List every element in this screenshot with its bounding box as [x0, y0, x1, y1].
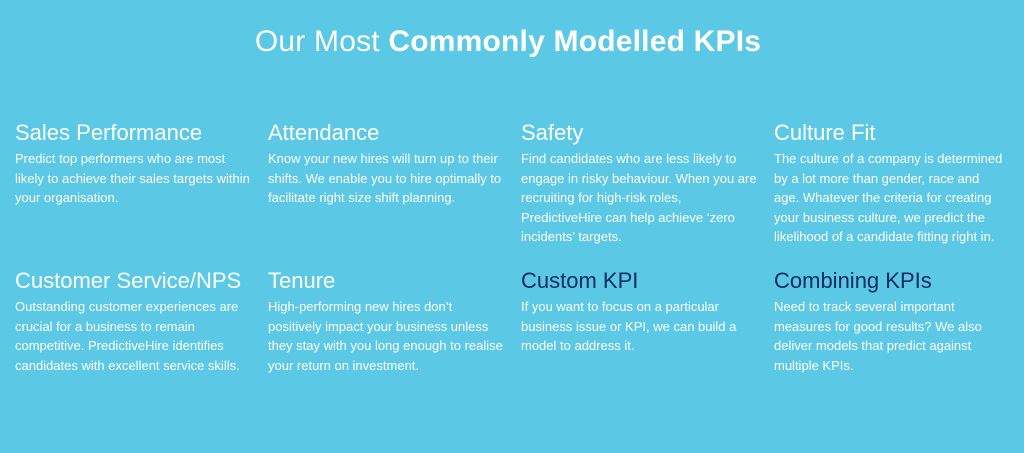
kpi-card-tenure [268, 268, 521, 438]
kpi-title: Attendance [268, 120, 380, 145]
kpi-card-culture-fit [774, 120, 1015, 268]
heading-light: Our Most [254, 25, 389, 58]
kpi-card-combining-kpis [774, 268, 1015, 438]
kpi-description: Outstanding customer experiences are crucial for a business to remain competitive. PredictiveHire identifies candidates with excellent service skills. [15, 299, 240, 373]
kpi-title: Tenure [268, 268, 336, 293]
kpi-description: Know your new hires will turn up to their shifts. We enable you to hire optimally to facilitate right size shift planning. [268, 151, 502, 205]
kpi-description: Find candidates who are less likely to engage in risky behaviour. When you are recruiting for high-risk roles, PredictiveHire can help achieve ‘zero incidents’ targets. [521, 151, 757, 244]
kpi-card-sales-performance [15, 120, 268, 268]
section-heading [0, 22, 1016, 62]
kpi-grid [15, 120, 1015, 438]
kpi-title: Culture Fit [774, 120, 876, 145]
kpi-title: Customer Service/NPS [15, 268, 242, 293]
kpi-description: Predict top performers who are most likely to achieve their sales targets within your organisation. [15, 151, 250, 205]
kpi-description: If you want to focus on a particular business issue or KPI, we can build a model to address it. [521, 299, 737, 353]
kpi-card-customer-service [15, 268, 268, 438]
kpi-title: Combining KPIs [774, 268, 932, 293]
kpi-description: Need to track several important measures for good results? We also deliver models that predict against multiple KPIs. [774, 299, 982, 373]
kpi-title: Sales Performance [15, 120, 203, 145]
kpi-card-safety [521, 120, 774, 268]
heading-bold: Commonly Modelled KPIs [388, 25, 762, 58]
kpi-card-custom-kpi [521, 268, 774, 438]
kpi-title: Safety [521, 120, 584, 145]
kpi-card-attendance [268, 120, 521, 268]
kpi-description: The culture of a company is determined by a lot more than gender, race and age. Whatever the criteria for creating your business culture, we predict the likelihood of a candidate fitting right in. [774, 151, 1003, 244]
kpi-title: Custom KPI [521, 268, 639, 293]
kpi-description: High-performing new hires don’t positively impact your business unless they stay with you long enough to realise your return on investment. [268, 299, 503, 373]
